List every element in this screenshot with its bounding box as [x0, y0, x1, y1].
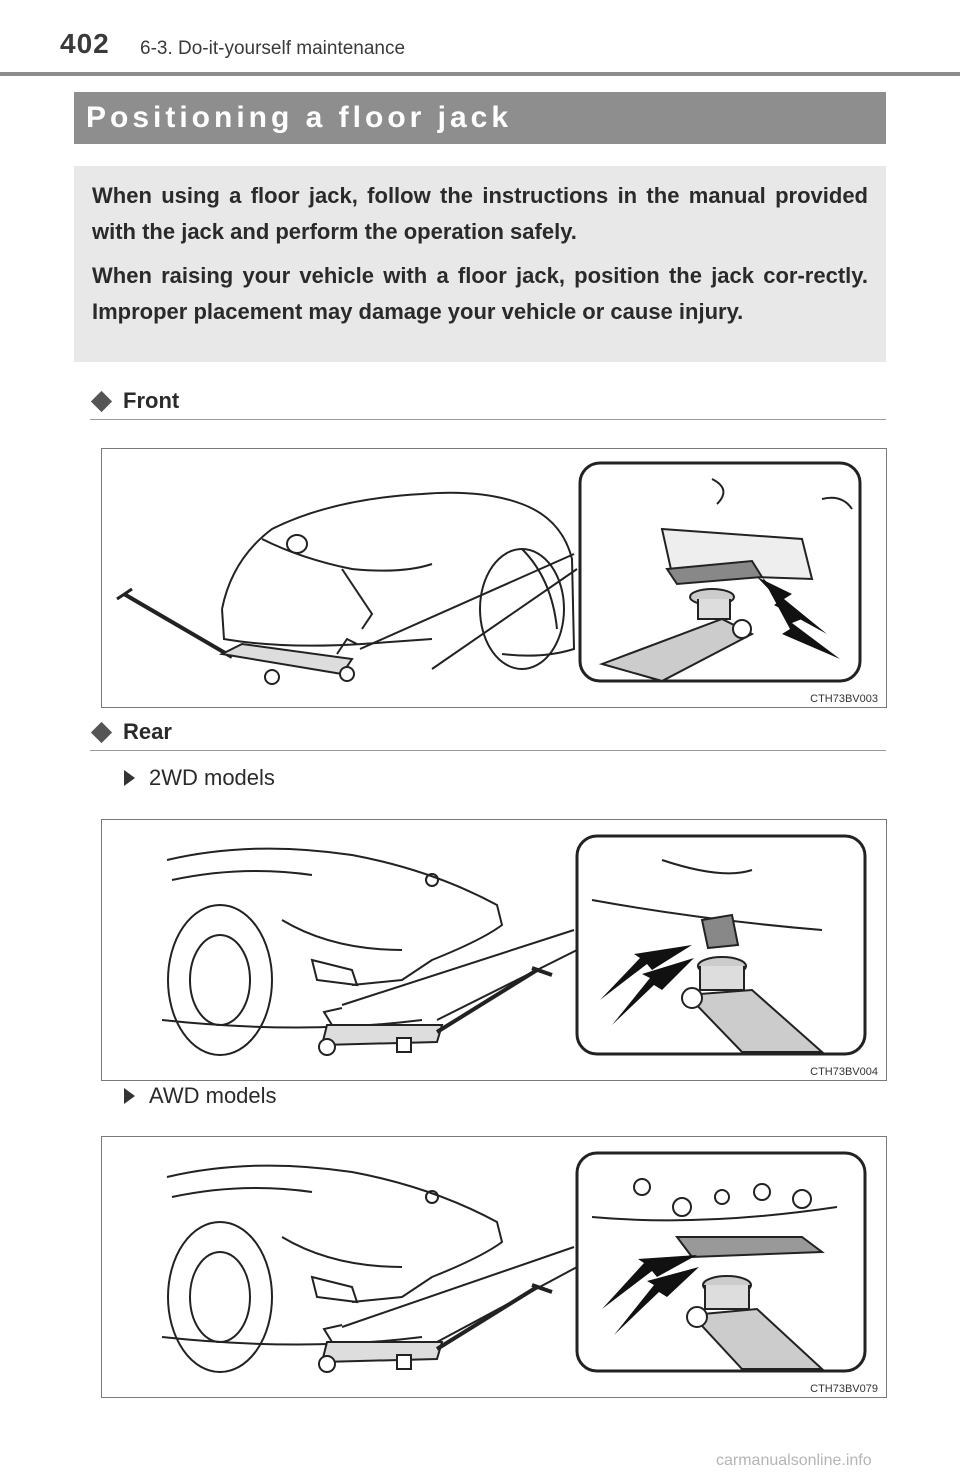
page-title: Positioning a floor jack: [86, 101, 513, 134]
figure-rear-awd: [101, 1136, 887, 1398]
section-reference: 6-3. Do-it-yourself maintenance: [140, 38, 406, 59]
section-title-bar: [74, 92, 886, 144]
model-label-2wd-text: 2WD models: [149, 765, 275, 790]
page-number: 402: [60, 28, 110, 59]
intro-box: [74, 166, 886, 362]
triangle-arrow-icon: [124, 770, 135, 786]
subheading-front: [90, 383, 886, 420]
diamond-icon: [91, 721, 112, 742]
subheading-rear: [90, 714, 886, 751]
diamond-icon: [91, 390, 112, 411]
rear-2wd-jack-illustration: [102, 820, 888, 1082]
header-divider: [0, 72, 960, 76]
model-label-2wd: [124, 765, 275, 791]
figure-code-2wd: CTH73BV004: [810, 1066, 878, 1078]
figure-code-front: CTH73BV003: [810, 693, 878, 705]
subheading-front-label: Front: [123, 388, 180, 413]
model-label-awd-text: AWD models: [149, 1083, 277, 1108]
figure-rear-2wd: [101, 819, 887, 1081]
model-label-awd: [124, 1083, 277, 1109]
rear-awd-jack-illustration: [102, 1137, 888, 1399]
subheading-rear-label: Rear: [123, 719, 172, 744]
intro-paragraph-1: When using a floor jack, follow the instructions in the manual provided with the jack and perform the operation safely.: [92, 183, 868, 244]
triangle-arrow-icon: [124, 1088, 135, 1104]
watermark: carmanualsonline.info: [716, 1452, 872, 1469]
front-jack-illustration: [102, 449, 888, 709]
figure-code-awd: CTH73BV079: [810, 1383, 878, 1395]
intro-paragraph-2: When raising your vehicle with a floor jack, position the jack cor-rectly. Improper placement may damage your vehicle or cause injury.: [92, 263, 868, 324]
figure-front-jack: [101, 448, 887, 708]
